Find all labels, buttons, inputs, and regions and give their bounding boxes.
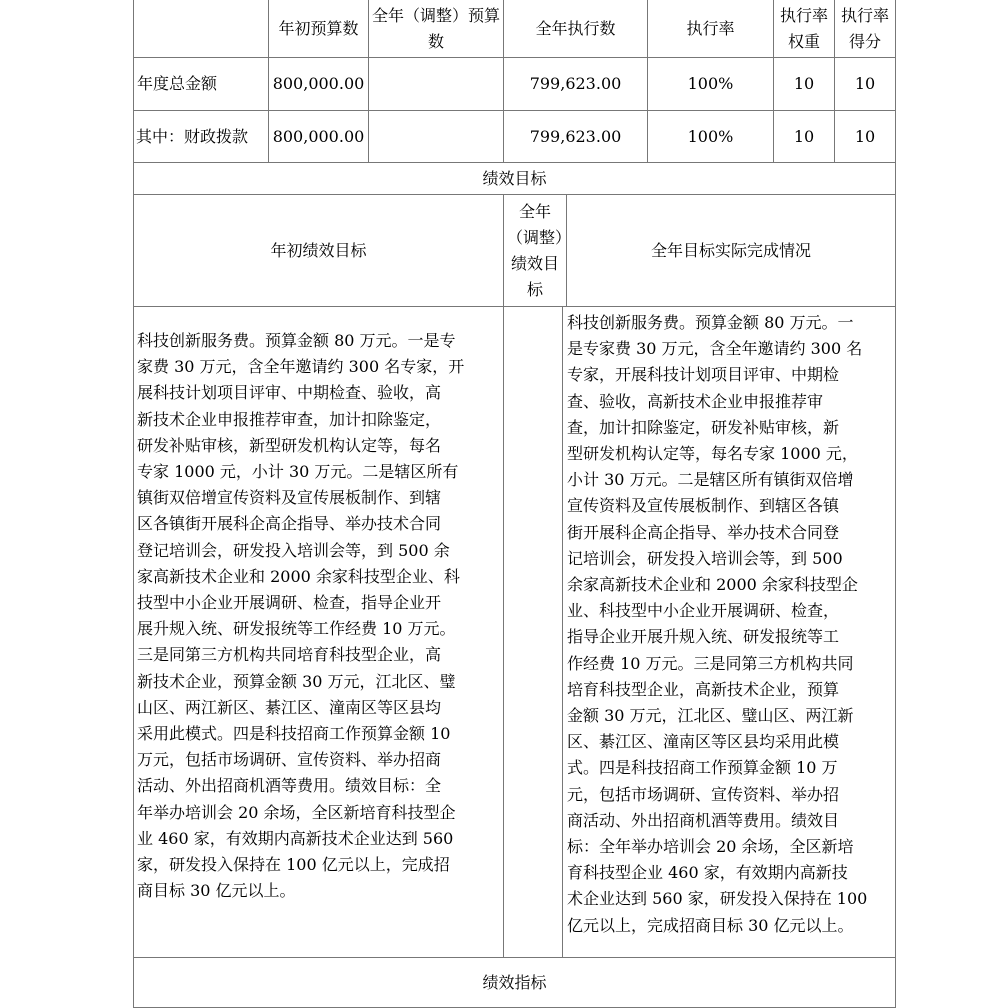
text-line: 登记培训会，研发投入培训会等，到 500 余 — [137, 540, 450, 560]
text-line: 记培训会，研发投入培训会等，到 500 — [567, 548, 843, 568]
text-line: 元，包括市场调研、宣传资料、举办招 — [567, 784, 840, 804]
text-line: 家，研发投入保持在 100 亿元以上，完成招 — [137, 855, 450, 875]
text-line: 活动、外出招商机酒等费用。绩效目标：全 — [137, 776, 442, 796]
text-line: 金额 30 万元，江北区、璧山区、两江新 — [567, 706, 854, 726]
text-line: 街开展科企高企指导、举办技术合同登 — [567, 522, 840, 542]
text-line: 科技创新服务费。预算金额 80 万元。一 — [567, 313, 854, 332]
text-line: 小计 30 万元。二是辖区所有镇街双倍增 — [567, 470, 854, 490]
execution-rate: 100% — [648, 58, 774, 111]
rate-weight: 10 — [774, 111, 835, 163]
text-line: 查、验收，高新技术企业申报推荐审 — [567, 391, 824, 411]
text-line: 业、科技型中小企业开展调研、检查， — [567, 601, 840, 621]
text-line: 是专家费 30 万元，含全年邀请约 300 名 — [567, 339, 863, 359]
text-line: 三是同第三方机构共同培育科技型企业，高 — [137, 645, 442, 665]
text-line: 专家，开展科技计划项目评审、中期检 — [567, 365, 840, 385]
adjusted-budget — [369, 111, 504, 163]
text-line: 区各镇街开展科企高企指导、举办技术合同 — [137, 514, 442, 534]
header-rate-weight: 执行率权重 — [774, 0, 835, 58]
text-line: 育科技型企业 460 家，有效期内高新技 — [567, 863, 848, 883]
rate-score: 10 — [835, 111, 896, 163]
text-line: 新技术企业，预算金额 30 万元，江北区、璧 — [137, 671, 456, 691]
text-line: 商活动、外出招商机酒等费用。绩效目 — [567, 810, 840, 830]
header-executed: 全年执行数 — [504, 0, 648, 58]
text-line: 新技术企业申报推荐审查，加计扣除鉴定， — [137, 409, 442, 429]
rate-score: 10 — [835, 58, 896, 111]
text-line: 标：全年举办培训会 20 余场，全区新培 — [567, 837, 854, 857]
text-line: 业 460 家，有效期内高新技术企业达到 560 — [137, 828, 454, 848]
text-line: 家费 30 万元，含全年邀请约 300 名专家，开 — [137, 357, 465, 377]
adjusted-budget — [369, 58, 504, 111]
budget-performance-table — [133, 0, 896, 1008]
row-label: 年度总金额 — [134, 58, 269, 111]
text-line: 余家高新技术企业和 2000 余家科技型企 — [567, 575, 858, 595]
header-initial-goal: 年初绩效目标 — [134, 195, 504, 307]
row-label: 其中：财政拨款 — [134, 111, 269, 163]
table-row — [134, 58, 896, 111]
header-adjusted-budget: 全年（调整）预算数 — [369, 0, 504, 58]
text-line: 采用此模式。四是科技招商工作预算金额 10 — [137, 724, 451, 744]
initial-budget: 800,000.00 — [269, 111, 369, 163]
text-line: 家高新技术企业和 2000 余家科技型企业、科 — [137, 566, 460, 586]
initial-goal-text — [137, 307, 500, 904]
text-line: 式。四是科技招商工作预算金额 10 万 — [567, 758, 838, 778]
text-line: 山区、两江新区、綦江区、潼南区等区县均 — [137, 697, 442, 717]
executed-amount: 799,623.00 — [504, 58, 648, 111]
text-line: 万元，包括市场调研、宣传资料、举办招商 — [137, 750, 442, 770]
text-line: 专家 1000 元，小计 30 万元。二是辖区所有 — [137, 462, 459, 482]
text-line: 术企业达到 560 家，研发投入保持在 100 — [567, 889, 868, 909]
text-line: 技型中小企业开展调研、检查，指导企业开 — [137, 593, 442, 613]
header-empty — [134, 0, 269, 58]
adjusted-goal-text — [504, 307, 563, 957]
text-line: 镇街双倍增宣传资料及宣传展板制作、到辖 — [137, 488, 442, 508]
text-line: 查，加计扣除鉴定，研发补贴审核，新 — [567, 417, 840, 437]
text-line: 培育科技型企业，高新技术企业，预算 — [567, 679, 840, 699]
rate-weight: 10 — [774, 58, 835, 111]
execution-rate: 100% — [648, 111, 774, 163]
initial-budget: 800,000.00 — [269, 58, 369, 111]
header-initial-budget: 年初预算数 — [269, 0, 369, 58]
text-line: 研发补贴审核，新型研发机构认定等，每名 — [137, 435, 442, 455]
table-row — [134, 111, 896, 163]
text-line: 展科技计划项目评审、中期检查、验收，高 — [137, 383, 442, 403]
text-line: 宣传资料及宣传展板制作、到辖区各镇 — [567, 496, 840, 516]
executed-amount: 799,623.00 — [504, 111, 648, 163]
text-line: 科技创新服务费。预算金额 80 万元。一是专 — [137, 331, 456, 350]
header-row — [134, 0, 896, 58]
section-performance-goals: 绩效目标 — [134, 163, 896, 195]
text-line: 型研发机构认定等，每名专家 1000 元， — [567, 444, 858, 464]
text-line: 指导企业开展升规入统、研发报统等工 — [567, 627, 840, 647]
text-line: 区、綦江区、潼南区等区县均采用此模 — [567, 732, 840, 752]
header-actual-completion: 全年目标实际完成情况 — [650, 240, 811, 260]
actual-completion-text — [563, 307, 895, 957]
header-adjusted-goal: 全年（调整）绩效目标 — [504, 195, 567, 306]
text-line: 亿元以上，完成招商目标 30 亿元以上。 — [567, 915, 854, 935]
text-line: 商目标 30 亿元以上。 — [137, 881, 296, 901]
header-execution-rate: 执行率 — [648, 0, 774, 58]
text-line: 作经费 10 万元。三是同第三方机构共同 — [567, 653, 854, 673]
section-performance-indicators: 绩效指标 — [134, 958, 896, 1008]
header-rate-score: 执行率得分 — [835, 0, 896, 58]
text-line: 年举办培训会 20 余场，全区新培育科技型企 — [137, 802, 456, 822]
text-line: 展升规入统、研发报统等工作经费 10 万元。 — [137, 619, 456, 639]
